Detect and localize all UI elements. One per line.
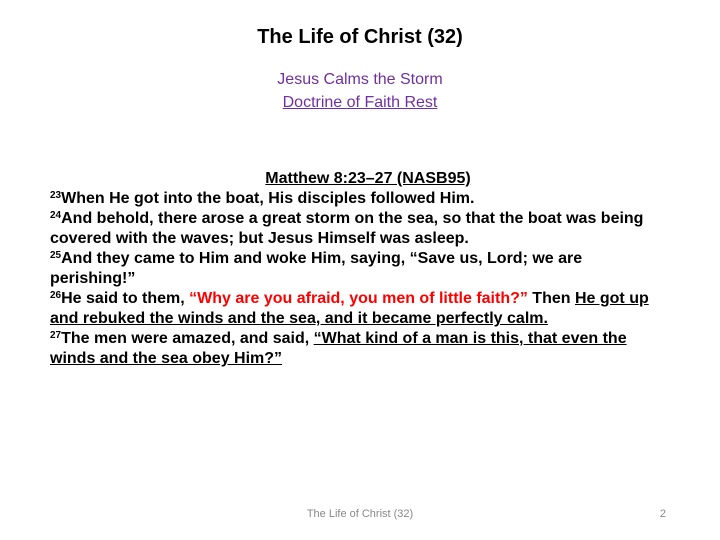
disciples-quote: “What kind of a man is this, that even the winds and the sea obey Him?”	[50, 330, 627, 367]
verse-number: 24	[50, 210, 62, 221]
verse-number: 23	[50, 190, 62, 201]
verse-text: He said to them,	[61, 290, 190, 307]
verse-26	[50, 289, 660, 329]
page-number: 2	[659, 508, 666, 520]
footer-text: The Life of Christ (32)	[306, 508, 414, 520]
verse-24	[50, 209, 660, 249]
jesus-quote: “Why are you afraid, you men of little faith?”	[189, 290, 528, 307]
verse-text: The men were amazed, and said,	[61, 330, 314, 347]
verse-number: 27	[50, 330, 62, 341]
scripture-reference: Matthew 8:23–27 (NASB95)	[265, 170, 471, 187]
scripture-passage	[50, 169, 660, 369]
doctrine-heading: Doctrine of Faith Rest	[282, 94, 438, 111]
verse-23	[50, 189, 660, 209]
slide-title: The Life of Christ (32)	[257, 26, 463, 48]
verse-text: When He got into the boat, His disciples followed Him.	[61, 190, 475, 207]
verse-text: Then	[527, 290, 575, 307]
verse-27	[50, 329, 660, 369]
slide-subtitle: Jesus Calms the Storm	[277, 71, 443, 88]
verse-text: And they came to Him and woke Him, saying, “Save us, Lord; we are perishing!”	[50, 250, 583, 287]
verse-25	[50, 249, 660, 289]
verse-emphasis: He got up and rebuked the winds and the sea, and it became perfectly calm.	[50, 290, 649, 327]
verse-number: 25	[50, 250, 62, 261]
verse-number: 26	[50, 290, 62, 301]
verse-text: And behold, there arose a great storm on the sea, so that the boat was being covered with the waves; but Jesus Himself was asleep.	[50, 210, 644, 247]
